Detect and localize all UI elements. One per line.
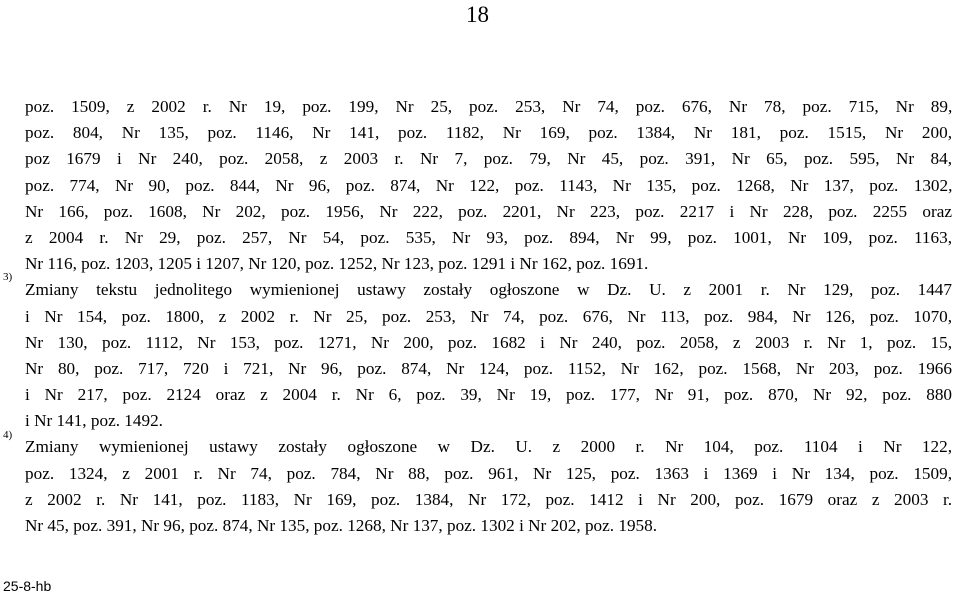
footnote-line: poz. 1509, z 2002 r. Nr 19, poz. 199, Nr 25, poz. 253, Nr 74, poz. 676, Nr 78, poz. 715, Nr 89, (25, 97, 953, 116)
footnote-3-line: i Nr 154, poz. 1800, z 2002 r. Nr 25, poz. 253, Nr 74, poz. 676, Nr 113, poz. 984, Nr 126, poz. 1070, (25, 306, 953, 326)
footnote-4-line: z 2002 r. Nr 141, poz. 1183, Nr 169, poz. 1384, Nr 172, poz. 1412 i Nr 200, poz. 1679 oraz z 2003 r. (25, 489, 953, 509)
footnote-line: Nr 166, poz. 1608, Nr 202, poz. 1956, Nr 222, poz. 2201, Nr 223, poz. 2217 i Nr 228, poz. 2255 oraz (25, 201, 952, 221)
footnotes-text (25, 94, 952, 539)
footnote-4-line: Nr 45, poz. 391, Nr 96, poz. 874, Nr 135, poz. 1268, Nr 137, poz. 1302 i Nr 202, poz. 1958. (25, 516, 658, 535)
footnote-3-line: i Nr 141, poz. 1492. (25, 411, 163, 431)
footnote-4-line: Zmiany wymienionej ustawy zostały ogłoszone w Dz. U. z 2000 r. Nr 104, poz. 1104 i Nr 122, (25, 437, 952, 457)
footnote-4-line: poz. 1324, z 2001 r. Nr 74, poz. 784, Nr 88, poz. 961, Nr 125, poz. 1363 i 1369 i Nr 134, poz. 1509, (25, 463, 952, 483)
footnote-3-line: Zmiany tekstu jednolitego wymienionej ustawy zostały ogłoszone w Dz. U. z 2001 r. Nr 129, poz. 1447 (25, 280, 952, 300)
footnote-line: poz. 804, Nr 135, poz. 1146, Nr 141, poz. 1182, Nr 169, poz. 1384, Nr 181, poz. 1515, Nr 200, (25, 123, 952, 143)
footnote-line: poz 1679 i Nr 240, poz. 2058, z 2003 r. Nr 7, poz. 79, Nr 45, poz. 391, Nr 65, poz. 595, Nr 84, (25, 149, 952, 169)
footnote-4-marker: 4) (3, 429, 13, 441)
footnote-3-line: i Nr 217, poz. 2124 oraz z 2004 r. Nr 6, poz. 39, Nr 19, poz. 177, Nr 91, poz. 870, Nr 92, poz. 880 (25, 385, 953, 405)
page-number: 18 (466, 2, 489, 27)
footnote-line: Nr 116, poz. 1203, 1205 i 1207, Nr 120, poz. 1252, Nr 123, poz. 1291 i Nr 162, poz. 1691. (25, 254, 649, 274)
footnote-3-marker: 3) (3, 271, 13, 283)
footnote-line: z 2004 r. Nr 29, poz. 257, Nr 54, poz. 535, Nr 93, poz. 894, Nr 99, poz. 1001, Nr 109, poz. 1163, (25, 227, 952, 247)
footnote-line: poz. 774, Nr 90, poz. 844, Nr 96, poz. 874, Nr 122, poz. 1143, Nr 135, poz. 1268, Nr 137, poz. 1302, (25, 175, 953, 195)
footnote-3-line: Nr 130, poz. 1112, Nr 153, poz. 1271, Nr 200, poz. 1682 i Nr 240, poz. 2058, z 2003 r. Nr 1, poz. 15, (25, 332, 952, 352)
footer-code: 25-8-hb (3, 578, 52, 594)
footnote-3-line: Nr 80, poz. 717, 720 i 721, Nr 96, poz. 874, Nr 124, poz. 1152, Nr 162, poz. 1568, Nr 203, poz. 1966 (25, 358, 952, 378)
